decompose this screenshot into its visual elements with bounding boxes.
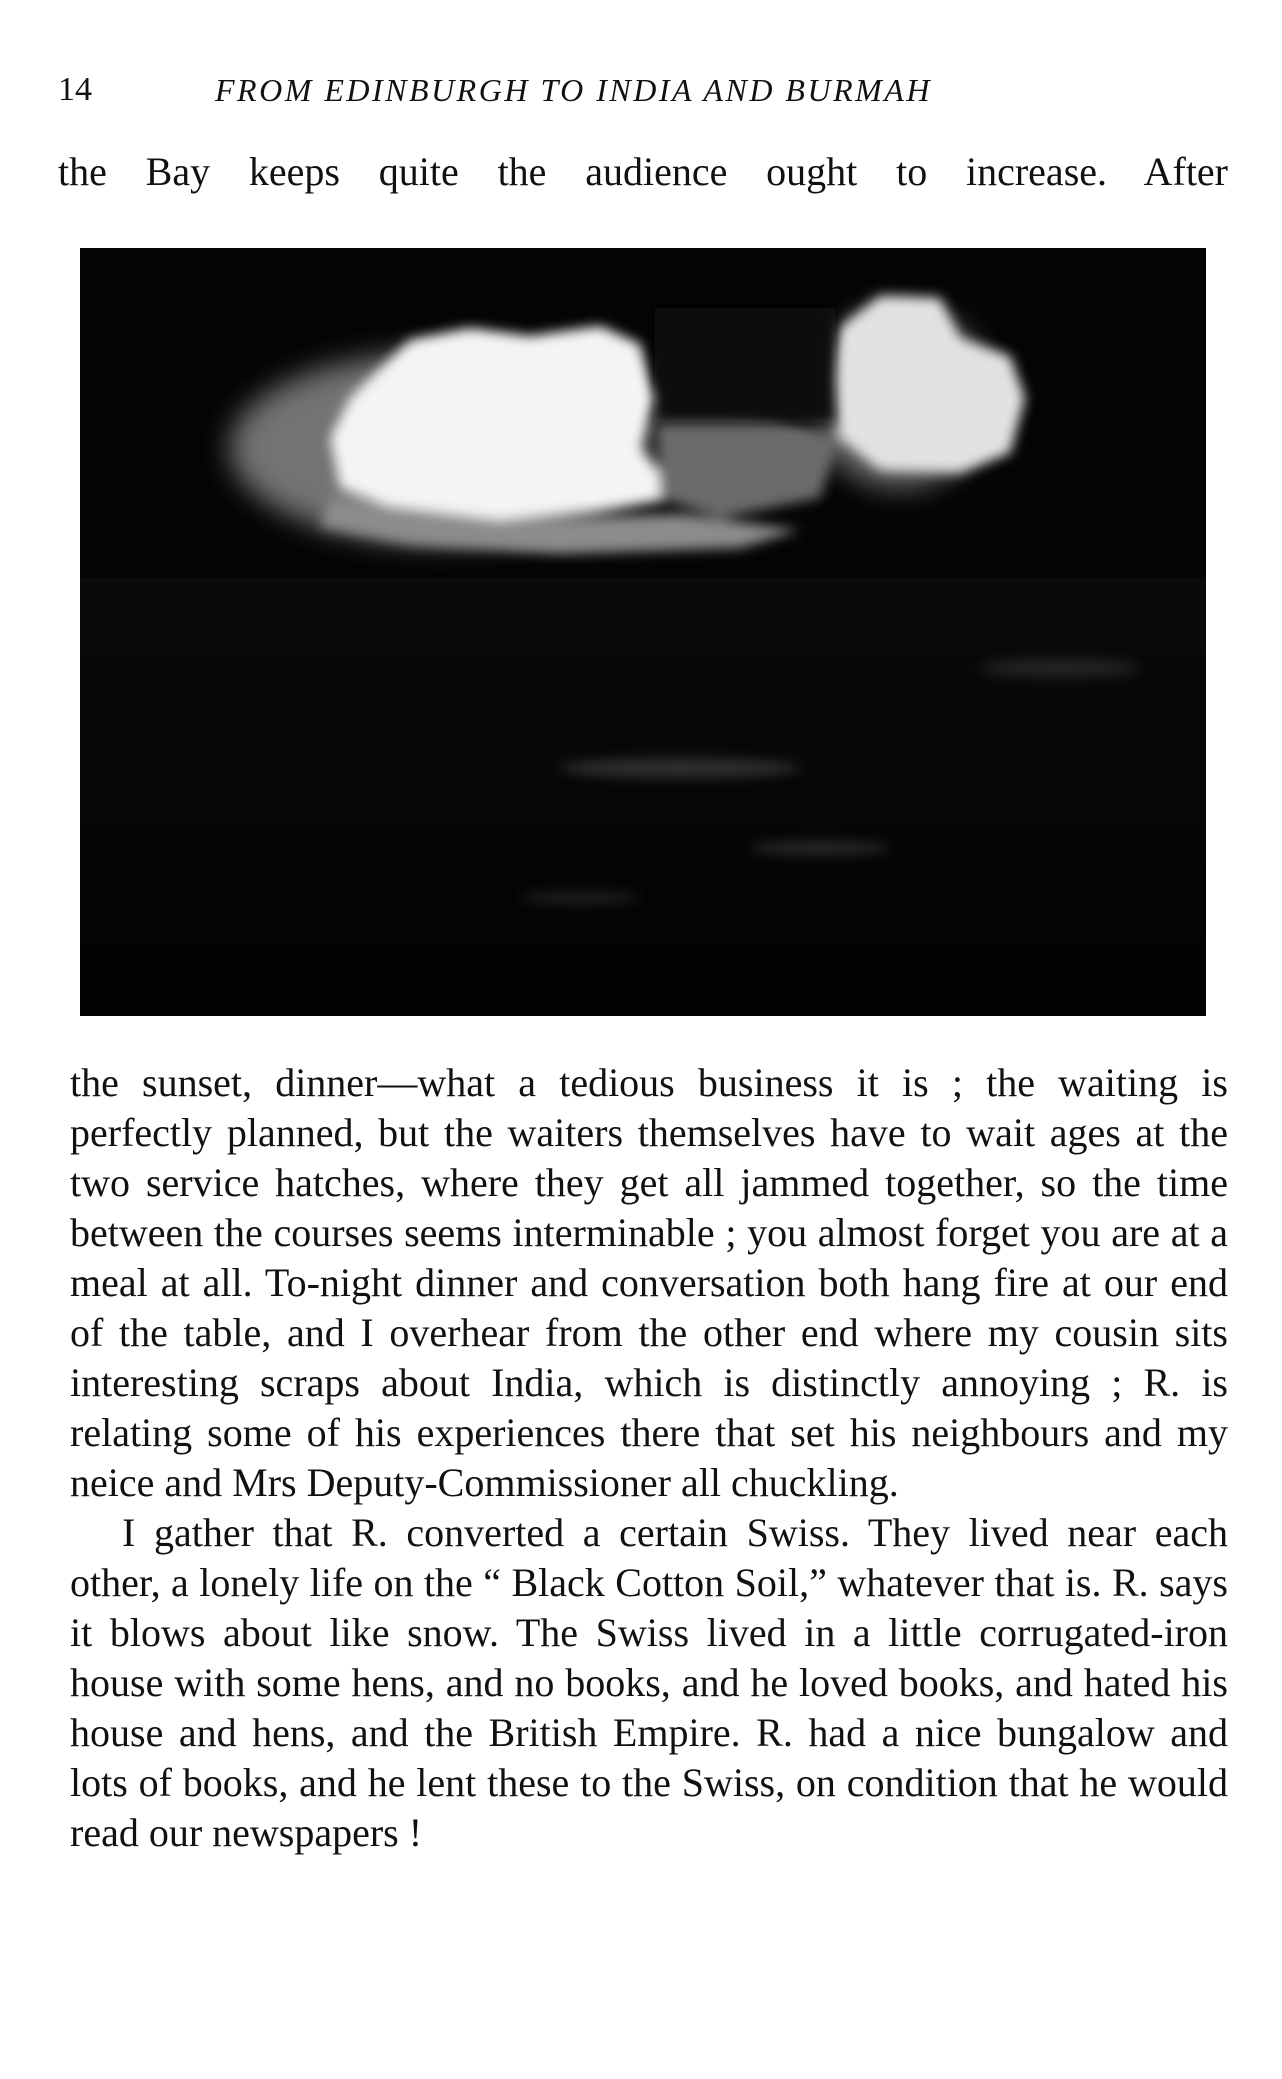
sunset-photograph bbox=[80, 248, 1206, 1016]
sunset-photograph-image bbox=[80, 248, 1206, 1016]
page-number: 14 bbox=[58, 71, 92, 108]
paragraph-dinner: the sunset, dinner—what a tedious business it is ; the waiting is perfectly planned, but the waiters themselves have to wait ages at the two service hatches, where they get all jammed together, so the time between the courses seems interminable ; you almost forget you are at a meal at all. To-night dinner and conversation both hang fire at our end of the table, and I overhear from the other end where my cousin sits interesting scraps about India, which is distinctly annoying ; R. is relating some of his experiences there that set his neighbours and my neice and Mrs Deputy-Commissioner all chuckling. bbox=[70, 1060, 1228, 1505]
paragraph-swiss: I gather that R. converted a certain Swiss. They lived near each other, a lonely life on the “ Black Cotton Soil,” whatever that is. R. says it blows about like snow. The Swiss lived in a little corrugated-iron house with some hens, and no books, and he loved books, and hated his house and hens, and the British Empire. R. had a nice bungalow and lots of books, and he lent these to the Swiss, on condition that he would read our newspapers ! bbox=[70, 1510, 1228, 1855]
running-head: FROM EDINBURGH TO INDIA AND BURMAH bbox=[215, 72, 932, 108]
body-text bbox=[70, 1058, 1228, 1858]
opening-line: the Bay keeps quite the audience ought to increase. After bbox=[58, 149, 1228, 194]
